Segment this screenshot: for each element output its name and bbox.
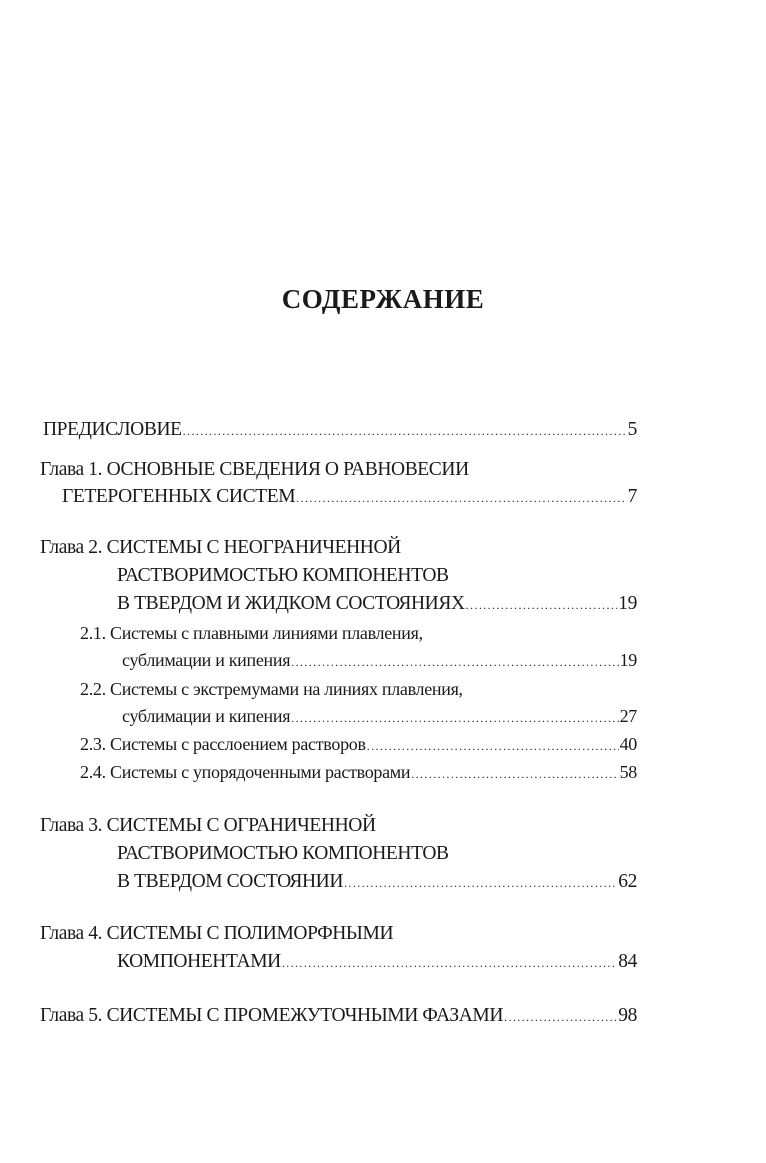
toc-entry-ch1-line2[interactable]	[62, 484, 637, 511]
leader-dots	[296, 485, 626, 511]
entry-text: сублимации и кипения	[122, 650, 291, 670]
leader-dots	[291, 705, 618, 731]
page-number: 98	[618, 1005, 637, 1026]
toc-entry-s21-line2[interactable]	[122, 647, 637, 675]
toc-entry-s23[interactable]	[80, 731, 637, 759]
toc-entry-s22-line1[interactable]	[80, 676, 463, 702]
entry-text: Глава 2. СИСТЕМЫ С НЕОГРАНИЧЕННОЙ	[40, 537, 401, 558]
page-number: 27	[619, 706, 637, 726]
leader-dots	[183, 418, 627, 444]
toc-entry-s22-line2[interactable]	[122, 703, 637, 731]
toc-entry-ch3-line2[interactable]	[117, 841, 449, 867]
toc-entry-ch4-line1[interactable]	[40, 921, 393, 947]
page-title: СОДЕРЖАНИЕ	[281, 284, 485, 314]
page-number: 62	[618, 871, 637, 892]
toc-entry-ch3-line1[interactable]	[40, 813, 376, 839]
page-number: 7	[627, 486, 637, 507]
entry-text: 2.2. Системы с экстремумами на линиях плавления,	[80, 679, 463, 699]
entry-text: Глава 5. СИСТЕМЫ С ПРОМЕЖУТОЧНЫМИ ФАЗАМИ	[40, 1005, 504, 1026]
page-number: 19	[619, 650, 637, 670]
page-number: 84	[618, 951, 637, 972]
entry-text: Глава 1. ОСНОВНЫЕ СВЕДЕНИЯ О РАВНОВЕСИИ	[40, 459, 469, 480]
entry-text: Глава 4. СИСТЕМЫ С ПОЛИМОРФНЫМИ	[40, 923, 394, 944]
entry-text: ГЕТЕРОГЕННЫХ СИСТЕМ	[62, 486, 296, 507]
leader-dots	[504, 1004, 617, 1030]
page-number: 58	[619, 762, 637, 782]
leader-dots	[282, 950, 617, 976]
entry-text: 2.1. Системы с плавными линиями плавления,	[80, 623, 423, 643]
toc-entry-s24[interactable]	[80, 759, 637, 787]
leader-dots	[291, 649, 618, 675]
leader-dots	[367, 733, 619, 759]
toc-entry-ch2-line3[interactable]	[117, 591, 637, 618]
entry-text: КОМПОНЕНТАМИ	[117, 951, 281, 972]
entry-text: сублимации и кипения	[122, 706, 291, 726]
page-number: 5	[627, 419, 637, 440]
page-number: 19	[618, 593, 637, 614]
entry-text: В ТВЕРДОМ И ЖИДКОМ СОСТОЯНИЯХ	[117, 593, 465, 614]
toc-entry-ch3-line3[interactable]	[117, 869, 637, 896]
leader-dots	[411, 761, 618, 787]
page-number: 40	[619, 734, 637, 754]
entry-text: В ТВЕРДОМ СОСТОЯНИИ	[117, 871, 344, 892]
entry-text: РАСТВОРИМОСТЬЮ КОМПОНЕНТОВ	[117, 843, 449, 864]
leader-dots	[344, 870, 617, 896]
toc-entry-preface[interactable]	[43, 417, 637, 444]
toc-entry-ch5[interactable]	[40, 1003, 637, 1030]
toc-entry-ch2-line2[interactable]	[117, 563, 449, 589]
entry-text: 2.3. Системы с расслоением растворов	[80, 734, 366, 754]
toc-entry-ch1-line1[interactable]	[40, 457, 469, 483]
entry-text: РАСТВОРИМОСТЬЮ КОМПОНЕНТОВ	[117, 565, 449, 586]
leader-dots	[466, 592, 618, 618]
toc-entry-s21-line1[interactable]	[80, 620, 423, 646]
entry-text: ПРЕДИСЛОВИЕ	[43, 419, 182, 440]
entry-text: 2.4. Системы с упорядоченными растворами	[80, 762, 411, 782]
toc-entry-ch4-line2[interactable]	[117, 949, 637, 976]
toc-entry-ch2-line1[interactable]	[40, 535, 401, 561]
entry-text: Глава 3. СИСТЕМЫ С ОГРАНИЧЕННОЙ	[40, 815, 376, 836]
